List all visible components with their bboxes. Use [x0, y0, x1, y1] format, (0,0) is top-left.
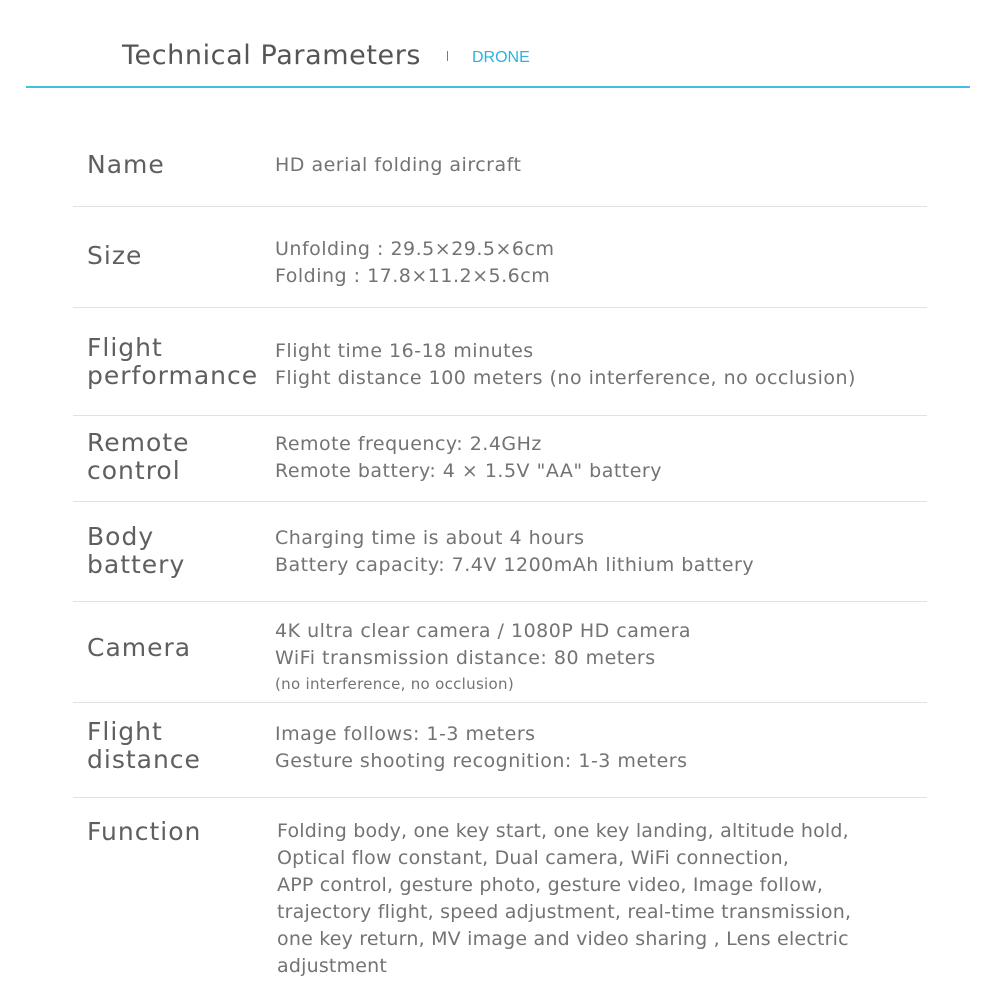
spec-label-flight-performance: Flight performance — [87, 333, 259, 390]
spec-value: Battery capacity: 7.4V 1200mAh lithium battery — [275, 554, 755, 576]
spec-row-flight-performance — [73, 307, 927, 416]
spec-values-flight-performance — [275, 338, 856, 392]
title-separator — [447, 51, 448, 61]
spec-value: Folding body, one key start, one key landing, altitude hold, — [277, 820, 849, 842]
spec-label-function: Function — [87, 817, 202, 846]
spec-note: (no interference, no occlusion) — [275, 675, 514, 693]
spec-label-camera: Camera — [87, 633, 192, 662]
spec-values-function — [277, 818, 851, 980]
spec-label-size: Size — [87, 241, 143, 270]
spec-value: HD aerial folding aircraft — [275, 154, 522, 176]
spec-value: Flight time 16-18 minutes — [275, 340, 534, 362]
spec-value: adjustment — [277, 955, 388, 977]
spec-values-body-battery — [275, 525, 754, 579]
spec-values-remote-control — [275, 431, 662, 485]
spec-value: Gesture shooting recognition: 1-3 meters — [275, 750, 688, 772]
spec-values-name — [275, 152, 521, 179]
spec-value: 4K ultra clear camera / 1080P HD camera — [275, 620, 692, 642]
spec-row-remote-control — [73, 415, 927, 502]
spec-row-function — [73, 797, 927, 997]
page-header — [0, 0, 1000, 90]
spec-label-remote-control: Remote control — [87, 428, 190, 485]
page-title: Technical Parameters — [122, 40, 422, 71]
spec-value: Remote frequency: 2.4GHz — [275, 433, 542, 455]
spec-row-size — [73, 206, 927, 308]
spec-value: WiFi transmission distance: 80 meters — [275, 647, 656, 669]
spec-row-flight-distance — [73, 702, 927, 798]
spec-row-camera — [73, 601, 927, 703]
spec-value: Folding : 17.8×11.2×5.6cm — [275, 265, 551, 287]
spec-values-camera — [275, 618, 691, 696]
header-divider — [26, 86, 970, 88]
spec-value: one key return, MV image and video sharing , Lens electric — [277, 928, 849, 950]
spec-value: APP control, gesture photo, gesture video, Image follow, — [277, 874, 824, 896]
spec-value: Flight distance 100 meters (no interference, no occlusion) — [275, 367, 856, 389]
spec-label-body-battery: Body battery — [87, 522, 186, 579]
spec-values-size — [275, 236, 554, 290]
spec-value: Remote battery: 4 × 1.5V "AA" battery — [275, 460, 662, 482]
spec-label-name: Name — [87, 150, 165, 179]
spec-label-flight-distance: Flight distance — [87, 717, 201, 774]
spec-row-body-battery — [73, 501, 927, 602]
spec-value: Image follows: 1-3 meters — [275, 723, 536, 745]
spec-values-flight-distance — [275, 721, 687, 775]
page-subtitle: DRONE — [472, 49, 530, 66]
spec-row-name — [73, 120, 927, 207]
spec-value: Charging time is about 4 hours — [275, 527, 585, 549]
spec-value: Optical flow constant, Dual camera, WiFi connection, — [277, 847, 790, 869]
spec-value: trajectory flight, speed adjustment, real-time transmission, — [277, 901, 852, 923]
spec-value: Unfolding : 29.5×29.5×6cm — [275, 238, 555, 260]
